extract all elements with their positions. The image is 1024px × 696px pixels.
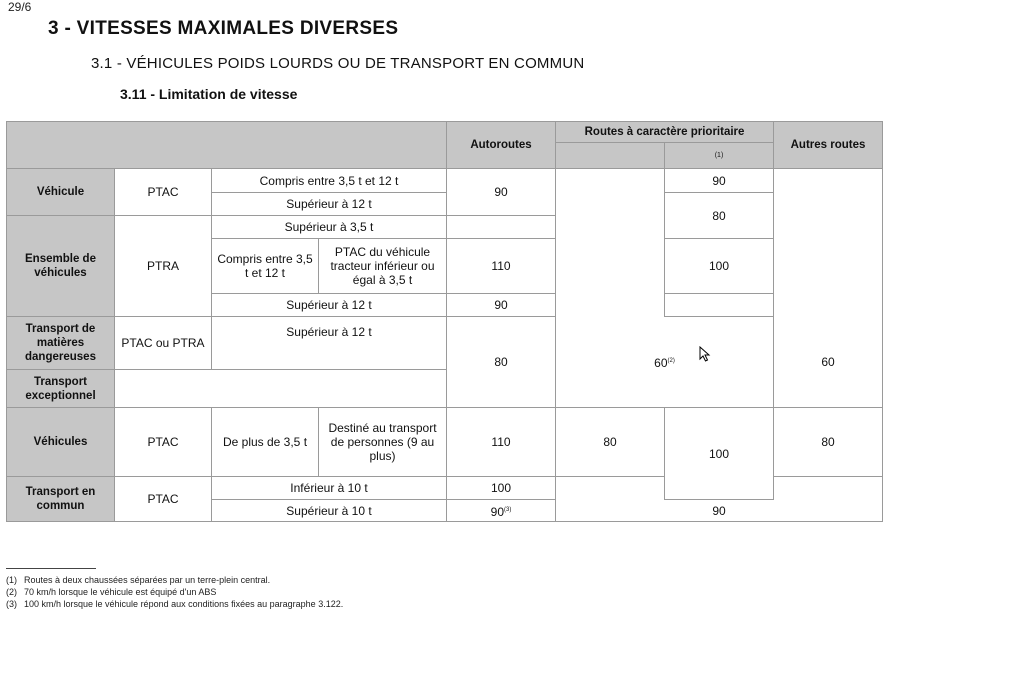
cell-ptac-commun: PTAC <box>115 477 212 522</box>
footnote-number: (1) <box>6 575 17 585</box>
cell-exceptionnel-blank <box>115 370 447 408</box>
speed-limit-table <box>6 121 883 522</box>
cell-de-plus-35: De plus de 3,5 t <box>212 408 319 477</box>
header-routes-prioritaires: Routes à caractère prioritaire <box>556 122 774 143</box>
autoroute-90-value: 90 <box>490 504 504 519</box>
cell-prio-blank-2 <box>665 294 774 317</box>
page-number: 29/6 <box>8 0 32 14</box>
cell-ptac-tracteur: PTAC du véhicule tracteur inférieur ou égal à 3,5 t <box>319 239 447 294</box>
mouse-cursor-icon <box>699 346 711 362</box>
header-blank-cell <box>7 122 447 169</box>
cell-prio-90: 90 <box>665 169 774 193</box>
note-2-ref: (2) <box>667 358 675 364</box>
cell-sup-35: Supérieur à 3,5 t <box>212 216 447 239</box>
note-3-ref: (3) <box>504 506 512 513</box>
cell-autres-60: 60 <box>774 317 883 408</box>
footnote-separator <box>6 568 96 569</box>
row-label-matieres: Transport de matières dangereuses <box>7 317 115 370</box>
cell-sup-12-ensemble: Supérieur à 12 t <box>212 294 447 317</box>
footnote-text: 100 km/h lorsque le véhicule répond aux conditions fixées au paragraphe 3.122. <box>24 599 344 609</box>
cell-ptra: PTRA <box>115 216 212 317</box>
cell-compris-short: Compris entre 3,5 t et 12 t <box>212 239 319 294</box>
header-autoroutes: Autoroutes <box>447 122 556 169</box>
footnote-number: (3) <box>6 599 17 609</box>
row-label-commun: Transport en commun <box>7 477 115 522</box>
cell-prio-100-vehicules: 100 <box>665 408 774 500</box>
cell-prio-100-ensemble: 100 <box>665 239 774 294</box>
footnote-text: 70 km/h lorsque le véhicule est équipé d'un ABS <box>24 587 217 597</box>
cell-inf-10: Inférieur à 10 t <box>212 477 447 500</box>
header-prio-blank <box>556 143 665 169</box>
cell-autoroute-90: 90 <box>447 169 556 216</box>
prio-60-value: 60 <box>654 356 668 370</box>
cell-destine-personnes: Destiné au transport de personnes (9 au plus) <box>319 408 447 477</box>
cell-autoroute-110-vehicules: 110 <box>447 408 556 477</box>
cell-autoroute-110: 110 <box>447 239 556 294</box>
footnote-number: (2) <box>6 587 17 597</box>
cell-compris-35-12: Compris entre 3,5 t et 12 t <box>212 169 447 193</box>
row-label-vehicules: Véhicules <box>7 408 115 477</box>
row-label-ensemble: Ensemble de véhicules <box>7 216 115 317</box>
cell-prio-blank <box>556 169 665 317</box>
sub-subsection-heading: 3.11 - Limitation de vitesse <box>120 86 298 102</box>
cell-prio-80-vehicules: 80 <box>556 408 665 477</box>
cell-prio-blank-3 <box>556 477 665 500</box>
cell-prio-80: 80 <box>665 193 774 239</box>
header-autres-routes: Autres routes <box>774 122 883 169</box>
cell-ptac: PTAC <box>115 169 212 216</box>
cell-sup-10: Supérieur à 10 t <box>212 500 447 522</box>
cell-autoroute-blank <box>447 216 556 239</box>
cell-sup-12-matieres: Supérieur à 12 t <box>212 317 447 370</box>
cell-autres-blank-2 <box>774 477 883 500</box>
cell-autres-80: 80 <box>774 408 883 477</box>
cell-autoroute-90-commun <box>447 500 556 522</box>
cell-autoroute-90-ensemble: 90 <box>447 294 556 317</box>
header-prio-note: (1) <box>665 143 774 169</box>
section-heading: 3 - VITESSES MAXIMALES DIVERSES <box>48 18 399 39</box>
cell-sup-12: Supérieur à 12 t <box>212 193 447 216</box>
footnote-3 <box>6 598 343 610</box>
cell-autres-blank <box>774 169 883 317</box>
cell-autoroute-80: 80 <box>447 317 556 408</box>
cell-ptac-vehicules: PTAC <box>115 408 212 477</box>
footnote-text: Routes à deux chaussées séparées par un terre-plein central. <box>24 575 271 585</box>
footnote-2 <box>6 586 343 598</box>
cell-ptac-ou-ptra: PTAC ou PTRA <box>115 317 212 370</box>
subsection-heading: 3.1 - VÉHICULES POIDS LOURDS OU DE TRANSPORT EN COMMUN <box>91 55 585 72</box>
cell-routes-90-commun: 90 <box>556 500 883 522</box>
cell-autoroute-100: 100 <box>447 477 556 500</box>
cell-prio-60 <box>556 317 774 408</box>
footnote-1 <box>6 574 343 586</box>
row-label-vehicule: Véhicule <box>7 169 115 216</box>
row-label-exceptionnel: Transport exceptionnel <box>7 370 115 408</box>
footnotes <box>6 574 343 610</box>
